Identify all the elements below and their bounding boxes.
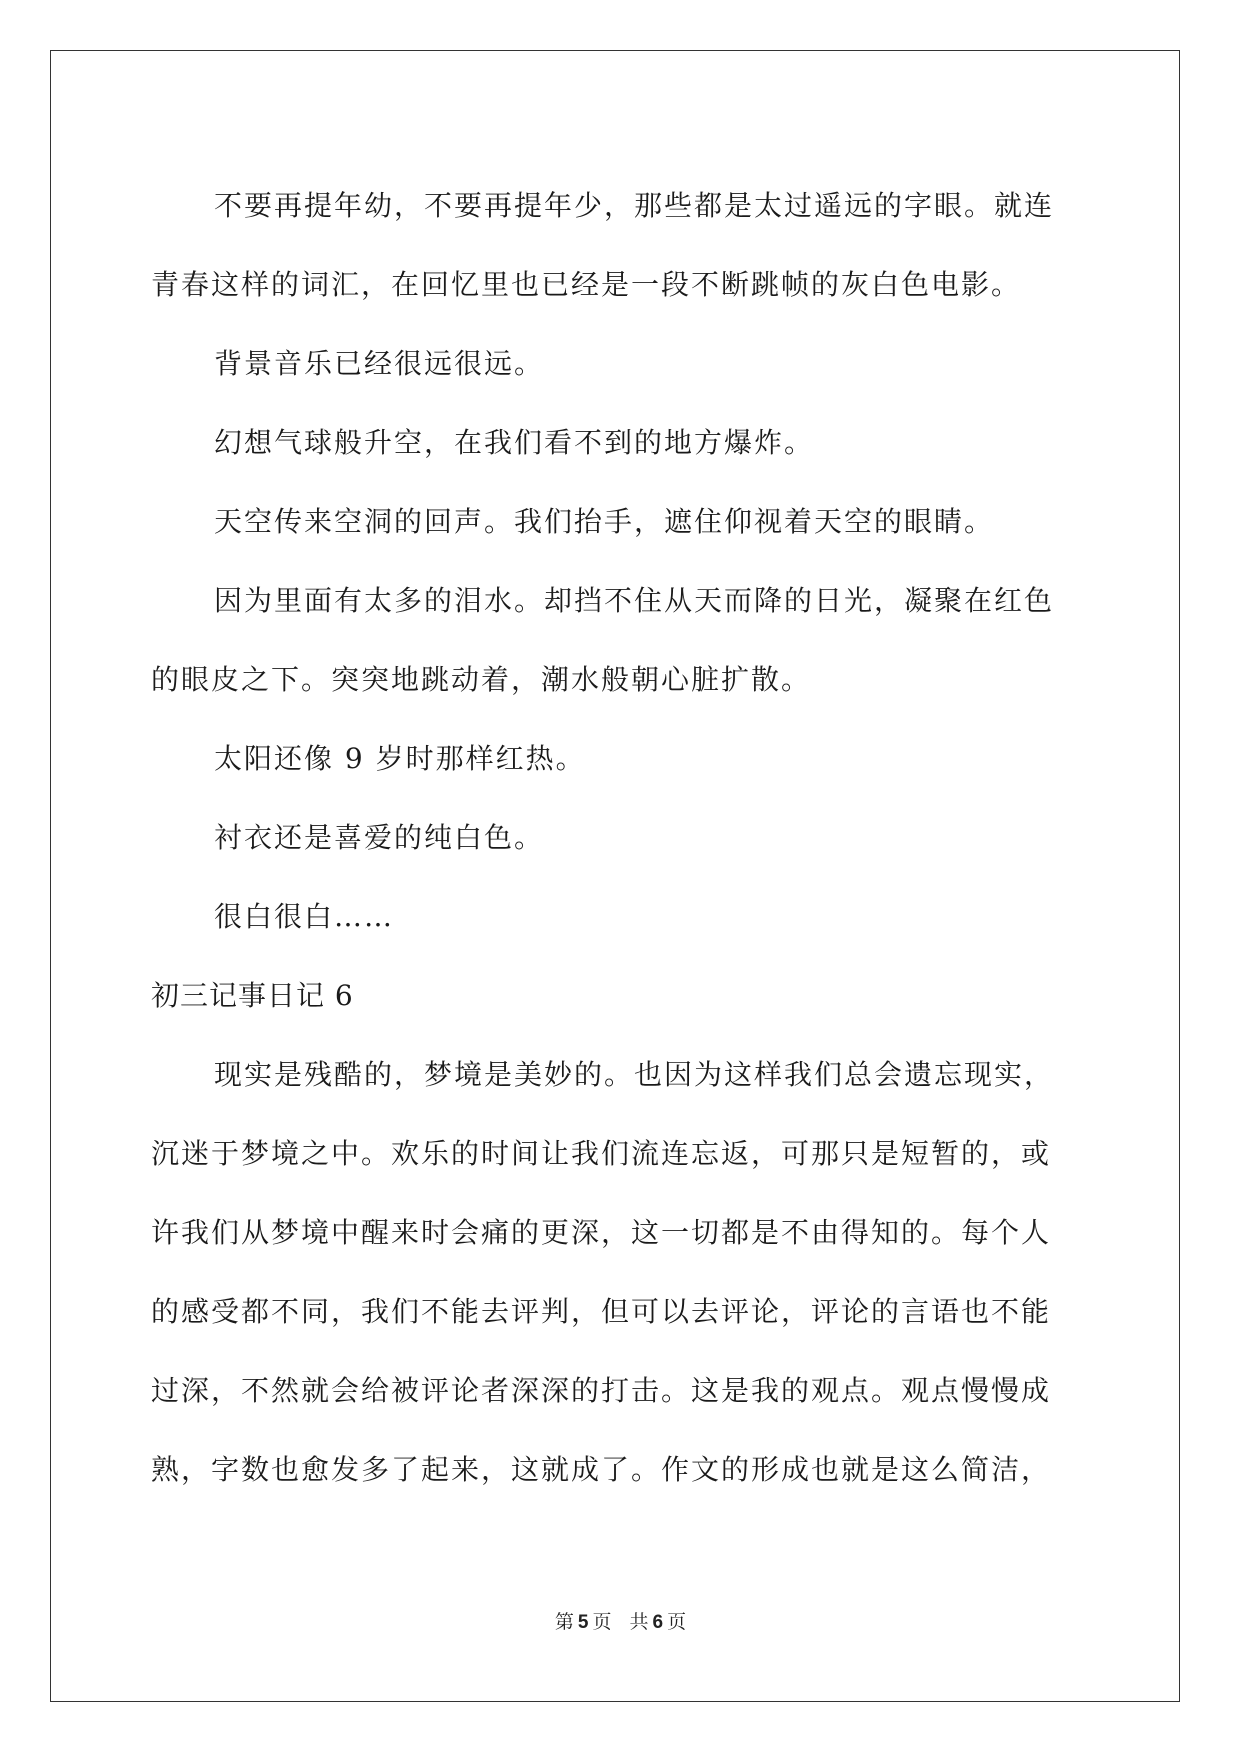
text-line: 的感受都不同，我们不能去评判，但可以去评论，评论的言语也不能 — [151, 1295, 1052, 1328]
text-line: 的眼皮之下。突突地跳动着，潮水般朝心脏扩散。 — [151, 663, 812, 696]
text-line: 熟，字数也愈发多了起来，这就成了。作文的形成也就是这么简洁， — [151, 1453, 1052, 1486]
text-line: 太阳还像 9 岁时那样红热。 — [214, 742, 586, 775]
page-footer — [0, 1610, 1241, 1635]
footer-page-suffix: 页 — [592, 1611, 612, 1633]
text-line: 过深，不然就会给被评论者深深的打击。这是我的观点。观点慢慢成 — [151, 1374, 1052, 1407]
current-page-number: 5 — [577, 1612, 589, 1633]
document-body — [151, 166, 1091, 1509]
paragraph — [151, 403, 1091, 482]
text-line: 不要再提年幼，不要再提年少，那些都是太过遥远的字眼。就连 — [214, 189, 1055, 222]
footer-prefix: 第 — [554, 1611, 574, 1633]
paragraph — [151, 166, 1091, 324]
text-line: 衬衣还是喜爱的纯白色。 — [214, 821, 545, 854]
text-line: 天空传来空洞的回声。我们抬手，遮住仰视着天空的眼睛。 — [214, 505, 995, 538]
paragraph — [151, 719, 1091, 798]
text-line: 很白很白…… — [214, 900, 395, 933]
footer-total-prefix: 共 — [629, 1611, 649, 1633]
text-line: 青春这样的词汇，在回忆里也已经是一段不断跳帧的灰白色电影。 — [151, 268, 1022, 301]
text-line: 背景音乐已经很远很远。 — [214, 347, 545, 380]
section-heading: 初三记事日记 6 — [151, 979, 354, 1012]
text-line: 幻想气球般升空，在我们看不到的地方爆炸。 — [214, 426, 815, 459]
total-page-number: 6 — [652, 1612, 664, 1633]
text-line: 因为里面有太多的泪水。却挡不住从天而降的日光，凝聚在红色 — [214, 584, 1055, 617]
paragraph — [151, 561, 1091, 719]
text-line: 沉迷于梦境之中。欢乐的时间让我们流连忘返，可那只是短暂的，或 — [151, 1137, 1052, 1170]
paragraph — [151, 877, 1091, 956]
paragraph — [151, 798, 1091, 877]
paragraph — [151, 324, 1091, 403]
paragraph — [151, 1035, 1091, 1509]
paragraph — [151, 482, 1091, 561]
text-line: 现实是残酷的，梦境是美妙的。也因为这样我们总会遗忘现实， — [214, 1058, 1055, 1091]
text-line: 许我们从梦境中醒来时会痛的更深，这一切都是不由得知的。每个人 — [151, 1216, 1052, 1249]
footer-total-suffix: 页 — [667, 1611, 687, 1633]
